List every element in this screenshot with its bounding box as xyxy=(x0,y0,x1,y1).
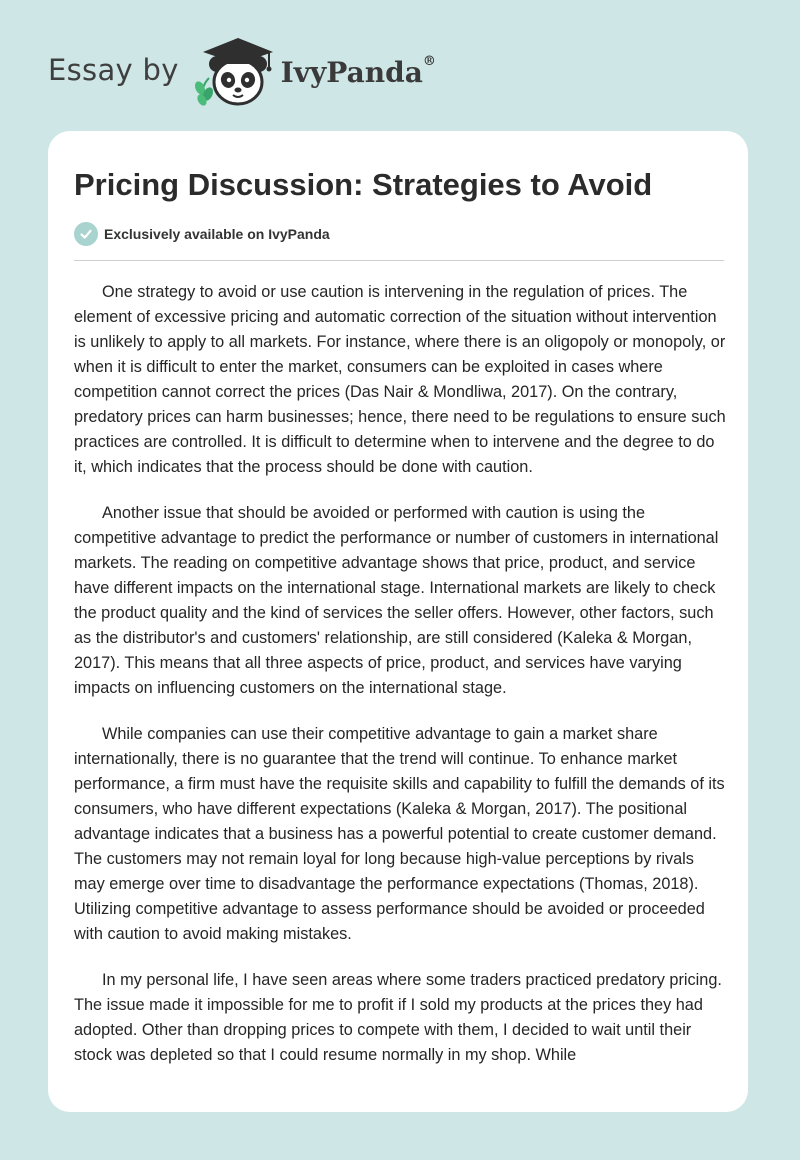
panda-graduate-icon xyxy=(191,30,277,110)
divider xyxy=(74,260,724,261)
exclusive-badge xyxy=(74,222,330,246)
paragraph-2: Another issue that should be avoided or performed with caution is using the competitive advantage to predict the performance or number of customers in international markets. The reading on competitive advantage shows that price, product, and service have different impacts on the international stage. International markets are likely to check the product quality and the kind of services the seller offers. However, other factors, such as the distributor's and customers' relationship, are still considered (Kaleka & Morgan, 2017). This means that all three aspects of price, product, and services have varying impacts on influencing customers on the international stage. xyxy=(74,504,719,697)
paragraph-1: One strategy to avoid or use caution is intervening in the regulation of prices. The element of excessive pricing and automatic correction of the situation without intervention is unlikely to apply to all markets. For instance, where there is an oligopoly or monopoly, or when it is difficult to enter the market, consumers can be exploited in cases where competition cannot correct the prices (Das Nair & Mondliwa, 2017). On the contrary, predatory prices can harm businesses; hence, there need to be regulations to ensure such practices are controlled. It is difficult to determine when to intervene and the degree to do it, which indicates that the process should be done with caution. xyxy=(74,283,726,476)
brand-name: IvyPanda® xyxy=(280,54,436,89)
page-title: Pricing Discussion: Strategies to Avoid xyxy=(74,167,653,202)
site-header xyxy=(48,30,436,110)
paragraph-3: While companies can use their competitive advantage to gain a market share internationally, there is no guarantee that the trend will continue. To enhance market performance, a firm must have the requisite skills and capability to fulfill the demands of its consumers, who have different expectations (Kaleka & Morgan, 2017). The positional advantage indicates that a business has a powerful potential to create customer demand. The customers may not remain loyal for long because high-value perceptions by rivals may emerge over time to disadvantage the performance expectations (Thomas, 2018). Utilizing competitive advantage to assess performance should be avoided or proceeded with caution to avoid making mistakes. xyxy=(74,725,725,943)
registered-mark: ® xyxy=(422,54,436,70)
essay-body xyxy=(74,280,729,1089)
essay-by-label: Essay by xyxy=(48,53,179,87)
paragraph-4: In my personal life, I have seen areas where some traders practiced predatory pricing. The issue made it impossible for me to profit if I sold my products at the prices they had adopted. Other than dropping prices to compete with them, I decided to wait until their stock was depleted so that I could resume normally in my shop. While xyxy=(74,971,722,1064)
exclusive-badge-label: Exclusively available on IvyPanda xyxy=(104,226,330,242)
check-icon xyxy=(74,222,98,246)
essay-card xyxy=(48,131,748,1112)
